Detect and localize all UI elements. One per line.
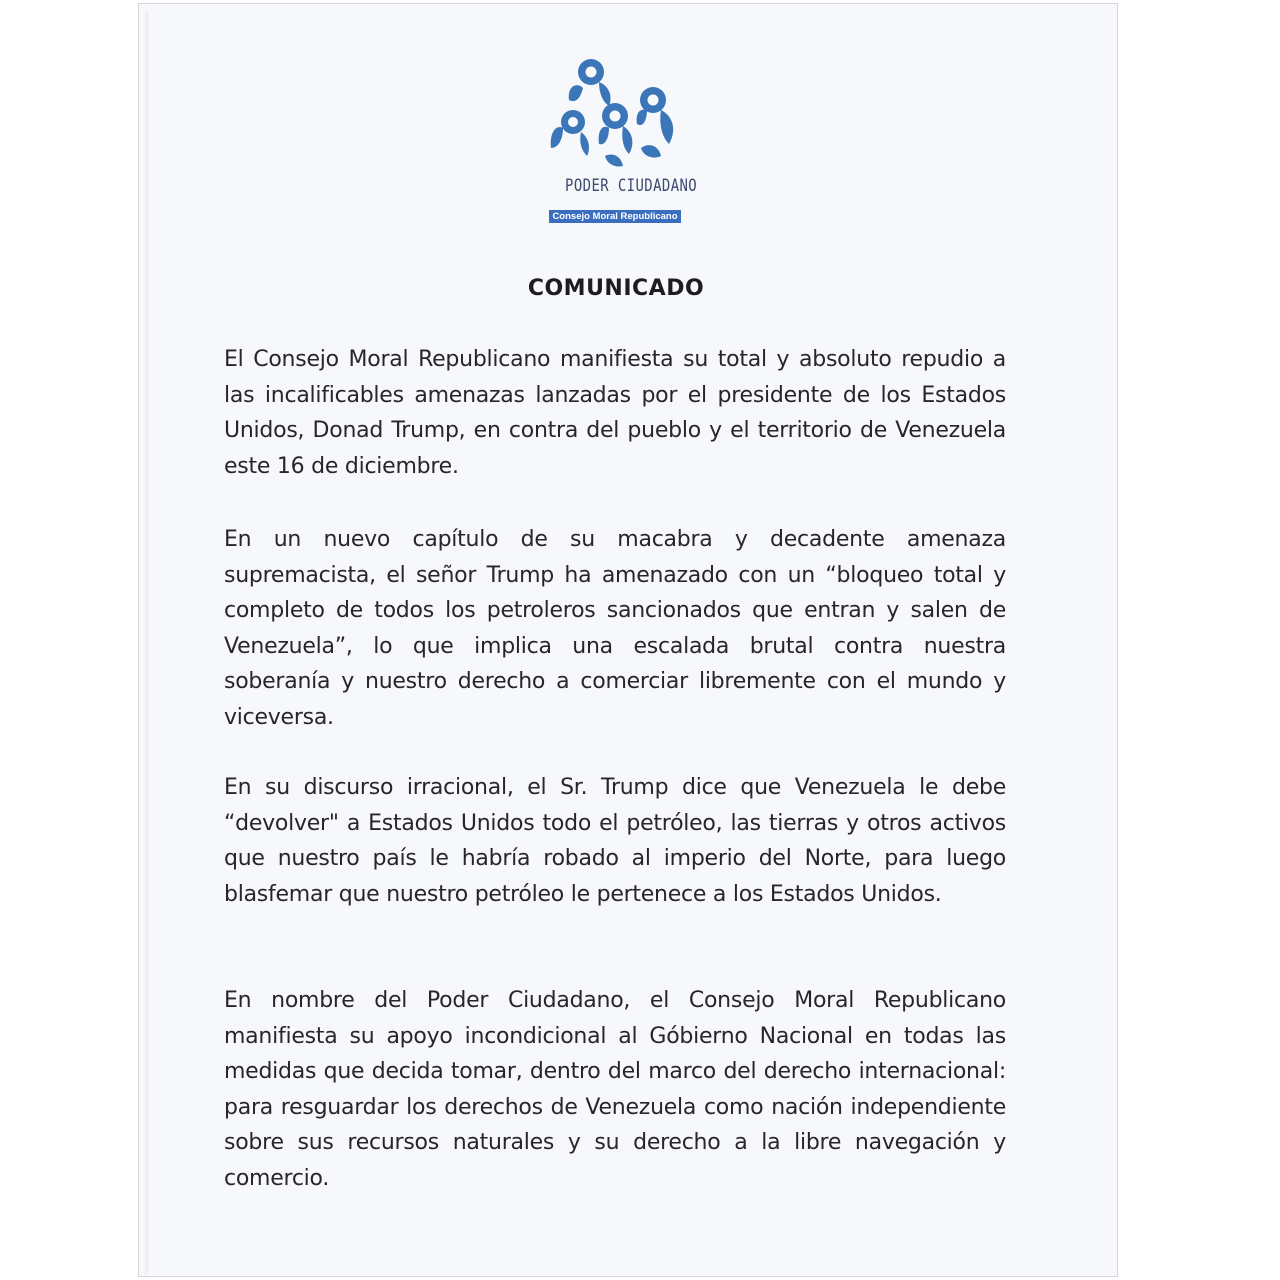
poder-ciudadano-logo: [543, 52, 698, 227]
logo-name: PODER CIUDADANO: [565, 176, 698, 196]
document-title: COMUNICADO: [527, 276, 705, 301]
logo-figures-icon: [543, 52, 693, 174]
paragraph-2: En un nuevo capítulo de su macabra y decadente amenaza supremacista, el señor Trump ha amenazado con un “bloqueo total y completo de todos los petroleros sancionados que entran y salen de Venezuela”, lo que implica una escalada brutal contra nuestra soberanía y nuestro derecho a comerciar libremente con el mundo y viceversa.: [224, 527, 1006, 730]
document-page: [138, 3, 1118, 1277]
paragraph-4: En nombre del Poder Ciudadano, el Consejo Moral Republicano manifiesta su apoyo incondicional al Góbierno Nacional en todas las medidas que decida tomar, dentro del marco del derecho internacional: para resguardar los derechos de Venezuela como nación independiente sobre sus recursos naturales y su derecho a la libre navegación y comercio.: [224, 988, 1006, 1191]
logo-subtitle: Consejo Moral Republicano: [549, 210, 681, 223]
paragraph-1: El Consejo Moral Republicano manifiesta su total y absoluto repudio a las incalificables amenazas lanzadas por el presidente de los Estados Unidos, Donad Trump, en contra del pueblo y el territorio de Venezuela este 16 de diciembre.: [224, 347, 1006, 479]
paragraph-3: En su discurso irracional, el Sr. Trump dice que Venezuela le debe “devolver" a Estados Unidos todo el petróleo, las tierras y otros activos que nuestro país le habría robado al imperio del Norte, para luego blasfemar que nuestro petróleo le pertenece a los Estados Unidos.: [224, 775, 1006, 907]
page-edge-shadow: [145, 12, 149, 1274]
